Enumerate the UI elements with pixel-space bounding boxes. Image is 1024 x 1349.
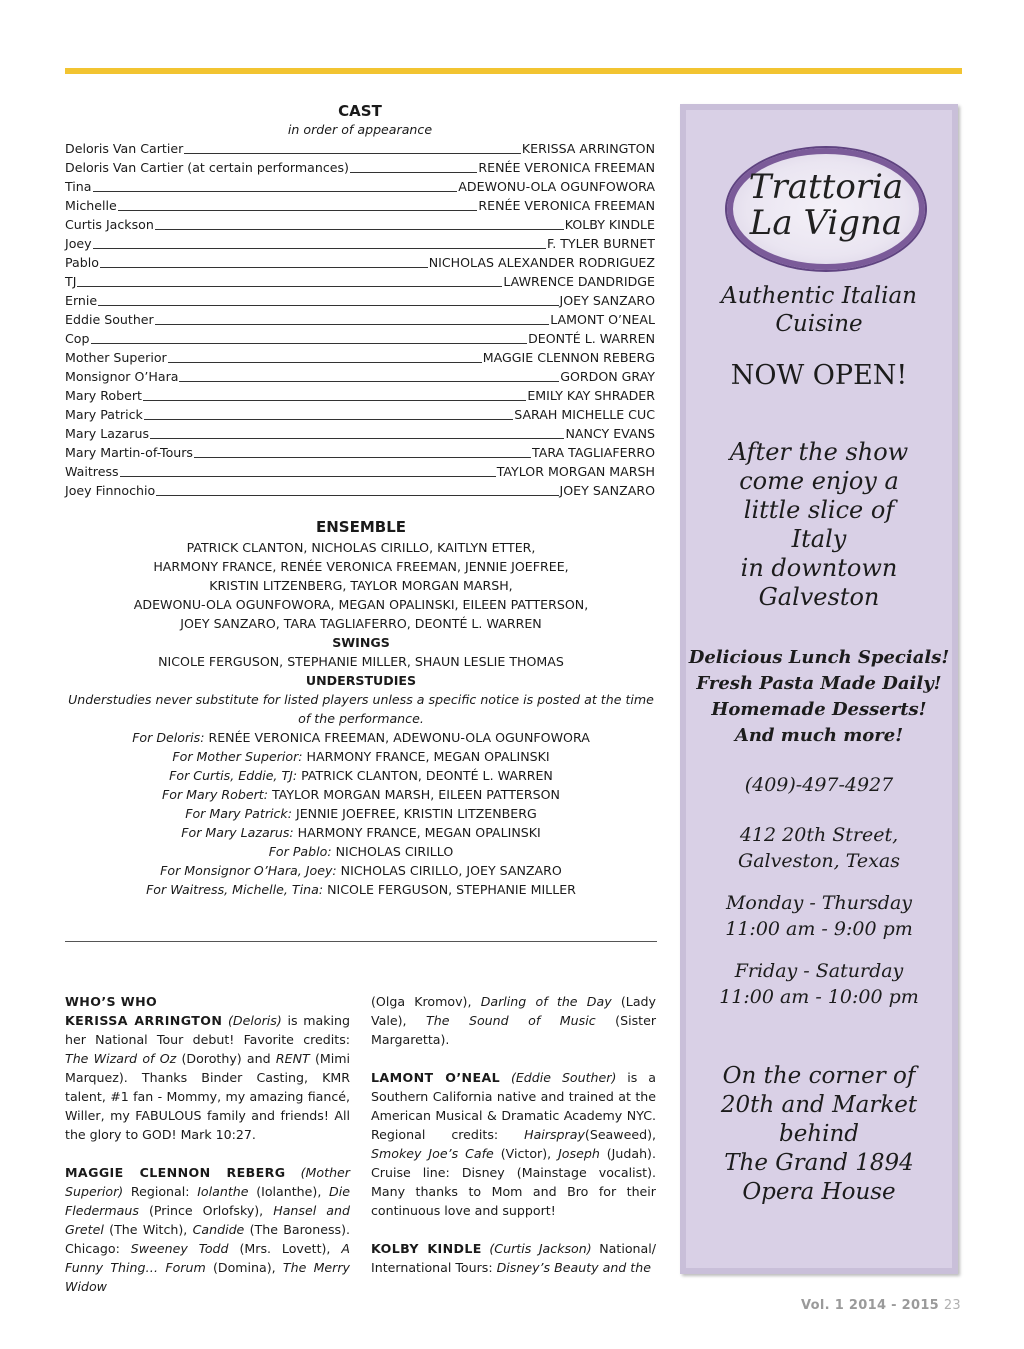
cast-actor: MAGGIE CLENNON REBERG (482, 350, 655, 365)
cuisine-line: Cuisine (775, 311, 863, 337)
show-title: Die Fledermaus (65, 1184, 350, 1218)
cast-role: Eddie Souther (65, 312, 154, 327)
ad-line: Delicious Lunch Specials! (688, 647, 950, 668)
cast-role: Joey (65, 236, 92, 251)
bio-text: (The Baroness). Chicago: (65, 1222, 350, 1256)
ad-line: 20th and Market (720, 1092, 918, 1118)
bio-text: (Mimi Marquez). Thanks Binder Casting, KMR talent, #1 fan - Mommy, my amazing fiancé, Willer, my FABULOUS family and friends! All the glory to GOD! Mark 10:27. (65, 1051, 350, 1142)
bio-text: (Victor), (493, 1146, 559, 1161)
understudy-names: NICHOLAS CIRILLO, JOEY SANZARO (340, 863, 562, 878)
ensemble-line: HARMONY FRANCE, RENÉE VERONICA FREEMAN, JENNIE JOEFREE, (153, 559, 569, 574)
address-line: Galveston, Texas (738, 850, 900, 872)
leader-line (77, 286, 502, 287)
whos-who-heading: WHO’S WHO (65, 994, 158, 1009)
leader-line (155, 229, 564, 230)
ensemble-section (65, 518, 657, 899)
ad-after-show (680, 438, 958, 612)
cast-role: Ernie (65, 293, 98, 308)
ensemble-line: JOEY SANZARO, TARA TAGLIAFERRO, DEONTÉ L. WARREN (180, 616, 542, 631)
trattoria-logo (727, 148, 925, 270)
hours-line: Friday - Saturday (734, 960, 904, 982)
understudy-for: For Pablo: (268, 844, 332, 859)
cast-list (65, 138, 655, 499)
leader-line (194, 457, 531, 458)
understudy-for: For Waitress, Michelle, Tina: (146, 882, 324, 897)
bio-text: Regional: (123, 1184, 198, 1199)
ad-line: On the corner of (722, 1063, 916, 1089)
show-title: RENT (275, 1051, 310, 1066)
cast-row (65, 347, 655, 366)
ad-address (680, 822, 958, 874)
understudy-names: NICOLE FERGUSON, STEPHANIE MILLER (327, 882, 576, 897)
cast-role: Michelle (65, 198, 117, 213)
cast-row (65, 157, 655, 176)
show-title: Joseph (558, 1146, 600, 1161)
understudy-line (65, 728, 657, 747)
hours-line: 11:00 am - 9:00 pm (725, 918, 913, 940)
bio-text: (Domina), (205, 1260, 283, 1275)
whos-who-column-2 (371, 992, 656, 1296)
bio-name: LAMONT O’NEAL (371, 1070, 501, 1085)
ad-line: Galveston (758, 583, 880, 611)
ensemble-list (65, 538, 657, 633)
show-title: Hairspray (524, 1127, 585, 1142)
ad-hours-weekend (680, 958, 958, 1010)
cast-actor: LAWRENCE DANDRIDGE (503, 274, 655, 289)
hours-line: Monday - Thursday (725, 892, 913, 914)
understudy-for: For Mary Lazarus: (181, 825, 294, 840)
understudy-line (65, 880, 657, 899)
understudy-names: RENÉE VERONICA FREEMAN, ADEWONU-OLA OGUNFOWORA (208, 730, 590, 745)
understudy-line (65, 861, 657, 880)
cast-role: Pablo (65, 255, 99, 270)
bio-text: is a Southern California native and trained at the American Musical & Dramatic Academy NYC. Regional credits: (371, 1070, 656, 1142)
leader-line (179, 381, 559, 382)
cast-actor: ADEWONU-OLA OGUNFOWORA (458, 179, 655, 194)
bio-text: (Mrs. Lovett), (228, 1241, 342, 1256)
leader-line (118, 210, 478, 211)
ad-cuisine (680, 282, 958, 338)
bio-name: KOLBY KINDLE (371, 1241, 482, 1256)
address-line: 412 20th Street, (739, 824, 899, 846)
cast-actor: RENÉE VERONICA FREEMAN (478, 198, 655, 213)
ad-line: Italy (791, 525, 847, 553)
cast-row (65, 385, 655, 404)
cast-role: Monsignor O’Hara (65, 369, 179, 384)
show-title: Hansel and Gretel (65, 1203, 350, 1237)
ad-line: Opera House (742, 1179, 896, 1205)
cast-actor: F. TYLER BURNET (546, 236, 655, 251)
show-title: Sweeney Todd (130, 1241, 229, 1256)
bio-text: (Judah). Cruise line: Disney (Mainstage vocalist). Many thanks to Mom and Bro for their continuous love and support! (371, 1146, 656, 1218)
bio-text: (Iolanthe), (248, 1184, 330, 1199)
cast-row (65, 461, 655, 480)
cast-role: Mary Lazarus (65, 426, 149, 441)
cast-role: Curtis Jackson (65, 217, 154, 232)
cast-row (65, 423, 655, 442)
ad-line: in downtown (740, 554, 898, 582)
cast-row (65, 233, 655, 252)
cast-actor: LAMONT O’NEAL (550, 312, 655, 327)
ad-hours-weekday (680, 890, 958, 942)
cast-row (65, 404, 655, 423)
cast-role: Mary Robert (65, 388, 142, 403)
bio-text: is making her National Tour debut! Favorite credits: (65, 1013, 350, 1047)
cast-actor: GORDON GRAY (560, 369, 655, 384)
bio-role: (Eddie Souther) (510, 1070, 617, 1085)
leader-line (150, 438, 564, 439)
bio-name: MAGGIE CLENNON REBERG (65, 1165, 286, 1180)
understudy-names: NICHOLAS CIRILLO (335, 844, 454, 859)
logo-line-2: La Vigna (749, 203, 903, 243)
understudy-for: For Deloris: (132, 730, 205, 745)
leader-line (168, 362, 482, 363)
understudy-names: JENNIE JOEFREE, KRISTIN LITZENBERG (295, 806, 537, 821)
cast-row (65, 271, 655, 290)
bio-text: (Seaweed), (584, 1127, 656, 1142)
whos-who-column-1 (65, 992, 350, 1315)
bio-name: KERISSA ARRINGTON (65, 1013, 223, 1028)
bio-kerissa-arrington (65, 1011, 350, 1144)
show-title: Disney’s Beauty and the (496, 1260, 651, 1275)
volume-label: Vol. 1 2014 - 2015 (801, 1298, 940, 1313)
show-title: The Wizard of Oz (65, 1051, 177, 1066)
understudy-for: For Curtis, Eddie, TJ: (169, 768, 298, 783)
cast-row (65, 252, 655, 271)
cast-actor: JOEY SANZARO (559, 293, 655, 308)
leader-line (93, 191, 458, 192)
cast-role: Mary Patrick (65, 407, 143, 422)
restaurant-advertisement (680, 104, 958, 1274)
show-title: Iolanthe (197, 1184, 249, 1199)
ad-line: The Grand 1894 (724, 1150, 914, 1176)
bio-role: (Mother Superior) (65, 1165, 350, 1199)
leader-line (98, 305, 558, 306)
leader-line (156, 495, 558, 496)
leader-line (350, 172, 477, 173)
cast-row (65, 442, 655, 461)
leader-line (120, 476, 496, 477)
understudy-line (65, 823, 657, 842)
show-title: Darling of the Day (480, 994, 612, 1009)
cast-section (65, 102, 655, 499)
page-folio (801, 1298, 961, 1313)
leader-line (91, 343, 528, 344)
cast-role: Joey Finnochio (65, 483, 156, 498)
cast-actor: KERISSA ARRINGTON (521, 141, 655, 156)
understudy-line (65, 747, 657, 766)
understudies-title: UNDERSTUDIES (305, 673, 417, 688)
ad-specials (680, 645, 958, 749)
ensemble-line: PATRICK CLANTON, NICHOLAS CIRILLO, KAITLYN ETTER, (186, 540, 536, 555)
ad-now-open: NOW OPEN! (730, 360, 908, 391)
understudy-for: For Mother Superior: (172, 749, 303, 764)
understudy-for: For Mary Robert: (162, 787, 268, 802)
ensemble-line: KRISTIN LITZENBERG, TAYLOR MORGAN MARSH, (209, 578, 513, 593)
bio-text: (Prince Orlofsky), (138, 1203, 274, 1218)
bio-kolby-kindle (371, 1239, 656, 1277)
page-number: 23 (943, 1298, 961, 1313)
cast-role: Cop (65, 331, 90, 346)
cast-row (65, 309, 655, 328)
swings-names: NICOLE FERGUSON, STEPHANIE MILLER, SHAUN LESLIE THOMAS (158, 654, 564, 669)
cast-role: Mother Superior (65, 350, 167, 365)
understudies-note: Understudies never substitute for listed players unless a specific notice is posted at the time of the performance. (68, 692, 654, 726)
bio-text: (Sister Margaretta). (371, 1013, 657, 1047)
leader-line (100, 267, 428, 268)
cast-actor: NANCY EVANS (565, 426, 655, 441)
understudy-line (65, 804, 657, 823)
ensemble-title: ENSEMBLE (315, 518, 406, 536)
cast-role: Deloris Van Cartier (at certain performances) (65, 160, 349, 175)
ad-location (680, 1062, 958, 1207)
cast-role: Waitress (65, 464, 119, 479)
leader-line (143, 400, 526, 401)
cast-actor: TAYLOR MORGAN MARSH (496, 464, 655, 479)
bio-lamont-oneal (371, 1068, 656, 1220)
cast-title: CAST (338, 102, 382, 120)
bio-role: (Curtis Jackson) (489, 1241, 592, 1256)
cast-subtitle: in order of appearance (287, 122, 433, 137)
top-accent-rule (65, 68, 962, 74)
leader-line (184, 153, 521, 154)
cast-actor: EMILY KAY SHRADER (527, 388, 655, 403)
cast-row (65, 214, 655, 233)
understudy-line (65, 785, 657, 804)
cuisine-line: Authentic Italian (721, 283, 917, 309)
ad-line: Homemade Desserts! (711, 699, 927, 720)
cast-row (65, 290, 655, 309)
ad-line: come enjoy a (739, 467, 899, 495)
leader-line (144, 419, 513, 420)
bio-text: (Olga Kromov), (371, 994, 481, 1009)
ensemble-line: ADEWONU-OLA OGUNFOWORA, MEGAN OPALINSKI, EILEEN PATTERSON, (133, 597, 589, 612)
understudy-names: HARMONY FRANCE, MEGAN OPALINSKI (306, 749, 550, 764)
leader-line (155, 324, 550, 325)
ad-line: Fresh Pasta Made Daily! (696, 673, 942, 694)
show-title: A Funny Thing… Forum (65, 1241, 350, 1275)
show-title: The Sound of Music (426, 1013, 596, 1028)
cast-actor: NICHOLAS ALEXANDER RODRIGUEZ (428, 255, 655, 270)
ad-line: And much more! (734, 725, 904, 746)
cast-actor: KOLBY KINDLE (564, 217, 655, 232)
bio-maggie-clennon-reberg-continued (371, 992, 656, 1049)
leader-line (93, 248, 546, 249)
bio-role: (Deloris) (228, 1013, 282, 1028)
cast-role: Deloris Van Cartier (65, 141, 184, 156)
bio-text: (The Witch), (103, 1222, 193, 1237)
understudy-for: For Monsignor O’Hara, Joey: (160, 863, 337, 878)
show-title: Candide (192, 1222, 245, 1237)
cast-row (65, 328, 655, 347)
understudy-for: For Mary Patrick: (185, 806, 292, 821)
swings-title: SWINGS (332, 635, 390, 650)
hours-line: 11:00 am - 10:00 pm (719, 986, 919, 1008)
understudy-names: TAYLOR MORGAN MARSH, EILEEN PATTERSON (271, 787, 560, 802)
cast-row (65, 480, 655, 499)
cast-actor: RENÉE VERONICA FREEMAN (478, 160, 655, 175)
bio-text: (Dorothy) and (176, 1051, 276, 1066)
show-title: The Merry Widow (65, 1260, 350, 1294)
understudy-names: PATRICK CLANTON, DEONTÉ L. WARREN (301, 768, 553, 783)
section-divider (65, 941, 657, 942)
bio-text: National/ International Tours: (371, 1241, 656, 1275)
cast-actor: JOEY SANZARO (559, 483, 655, 498)
understudy-line (65, 766, 657, 785)
bio-text: (Lady Vale), (371, 994, 656, 1028)
ad-phone: (409)-497-4927 (744, 774, 894, 796)
cast-role: Mary Martin-of-Tours (65, 445, 193, 460)
cast-row (65, 138, 655, 157)
cast-actor: DEONTÉ L. WARREN (528, 331, 655, 346)
cast-row (65, 195, 655, 214)
cast-role: Tina (65, 179, 92, 194)
cast-actor: TARA TAGLIAFERRO (531, 445, 655, 460)
cast-row (65, 366, 655, 385)
cast-role: TJ (65, 274, 77, 289)
ad-line: After the show (729, 438, 909, 466)
logo-line-1: Trattoria (748, 167, 904, 207)
show-title: Smokey Joe’s Cafe (371, 1146, 494, 1161)
cast-actor: SARAH MICHELLE CUC (514, 407, 655, 422)
understudy-line (65, 842, 657, 861)
understudies-list (65, 728, 657, 899)
bio-maggie-clennon-reberg (65, 1163, 350, 1296)
cast-row (65, 176, 655, 195)
understudy-names: HARMONY FRANCE, MEGAN OPALINSKI (297, 825, 541, 840)
ad-line: behind (778, 1121, 860, 1147)
ad-line: little slice of (743, 496, 895, 524)
